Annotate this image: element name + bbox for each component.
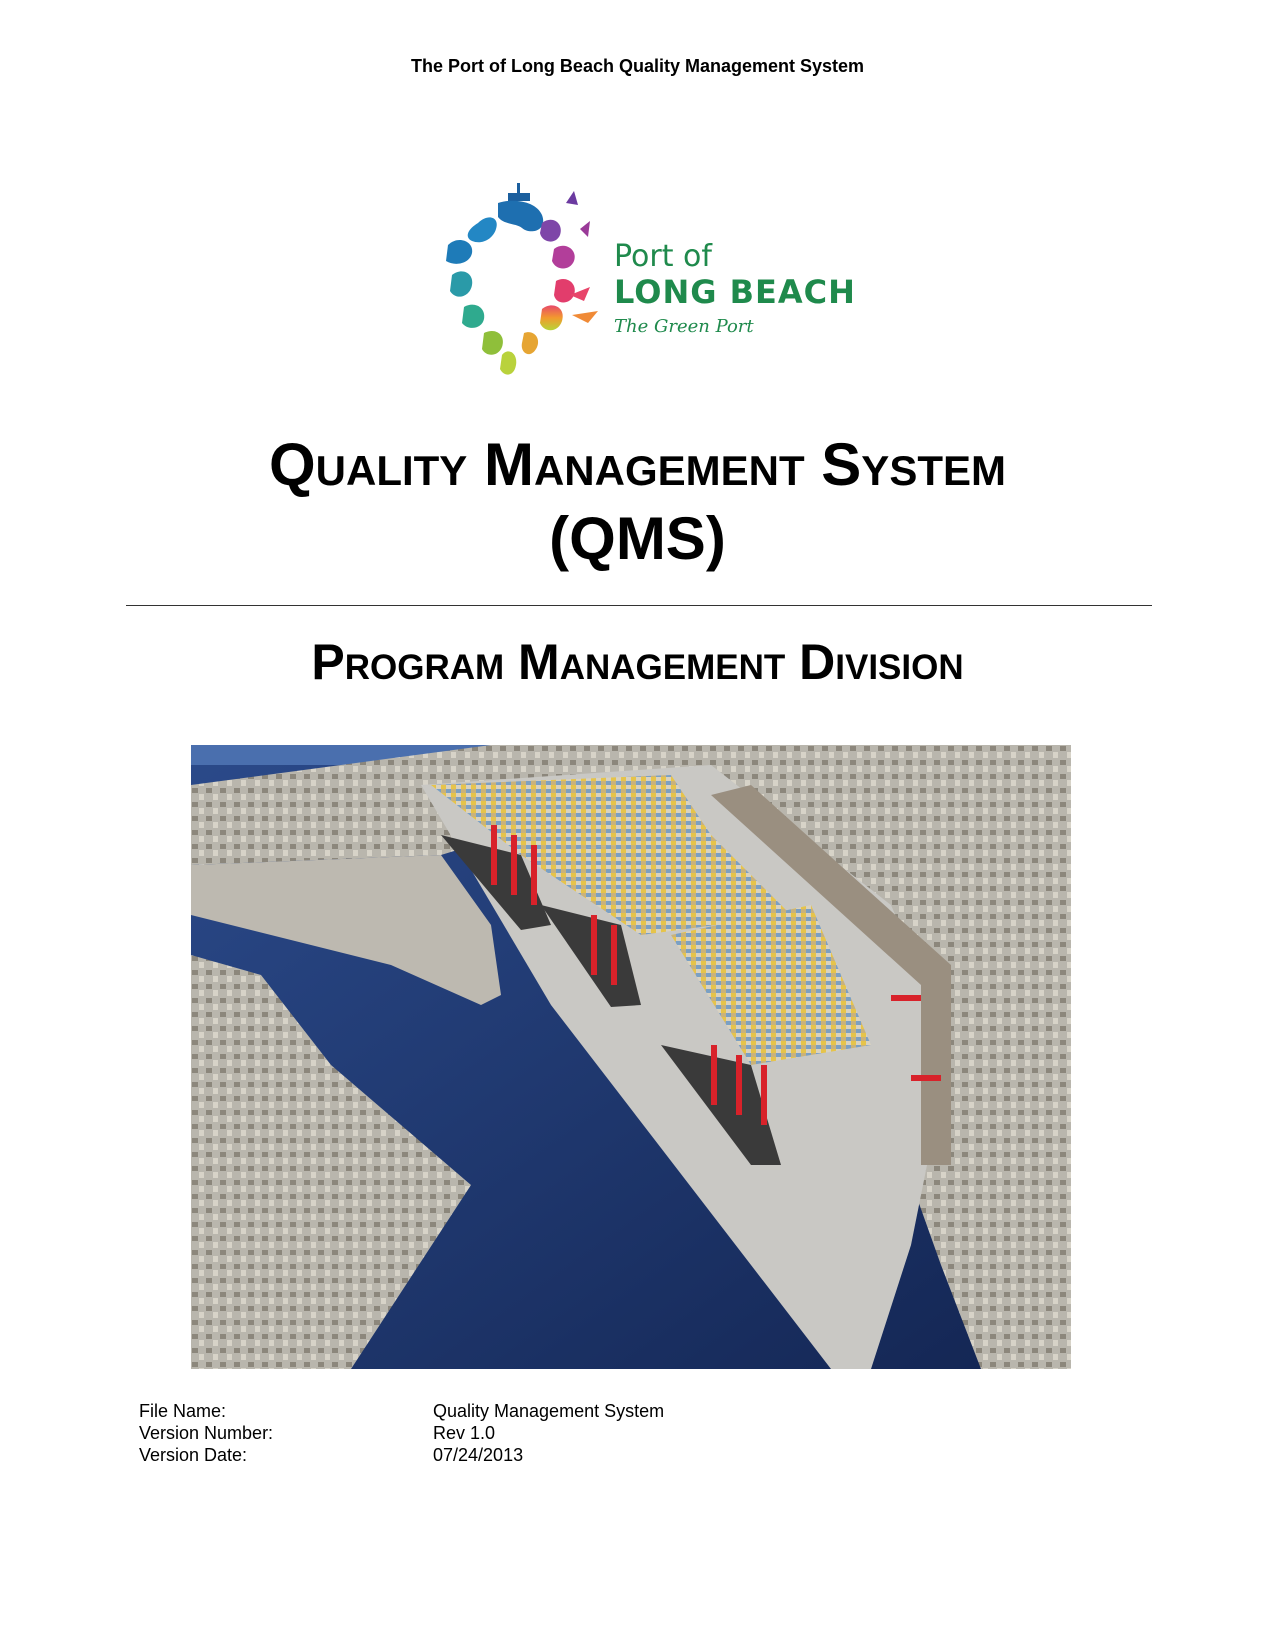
aerial-port-photo-icon <box>191 745 1071 1369</box>
metadata-value: 07/24/2013 <box>433 1445 524 1465</box>
port-logo <box>438 183 856 383</box>
cover-photo <box>191 745 1071 1369</box>
metadata-row-version-number <box>139 1422 664 1444</box>
metadata-label: Version Date: <box>139 1445 248 1465</box>
metadata-value: Rev 1.0 <box>433 1423 496 1443</box>
title-divider <box>126 605 1152 606</box>
document-title <box>0 428 1275 576</box>
metadata-label: Version Number: <box>139 1423 274 1443</box>
title-line2: (QMS) <box>549 505 726 572</box>
port-emblem-icon <box>438 183 608 383</box>
title-line1: Quality Management System <box>268 431 1006 498</box>
metadata-row-file-name <box>139 1400 664 1422</box>
logo-line1: Port of <box>614 239 712 274</box>
metadata-value: Quality Management System <box>433 1401 665 1421</box>
metadata-row-version-date <box>139 1444 664 1466</box>
metadata-label: File Name: <box>139 1401 227 1421</box>
logo-tagline: The Green Port <box>614 316 754 337</box>
logo-wordmark <box>614 241 856 341</box>
logo-line2: LONG BEACH <box>614 273 856 311</box>
document-metadata <box>139 1400 664 1466</box>
running-header: The Port of Long Beach Quality Management System <box>410 56 865 76</box>
document-subtitle: Program Management Division <box>311 634 964 690</box>
